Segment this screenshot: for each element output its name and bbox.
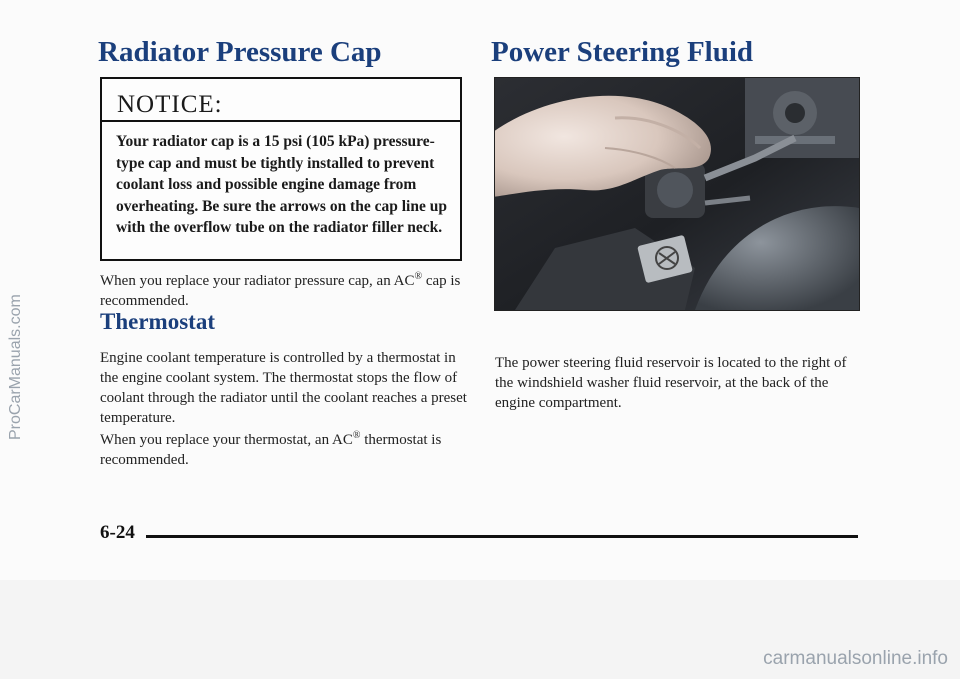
radiator-pressure-cap-heading: Radiator Pressure Cap xyxy=(98,36,382,68)
notice-body: Your radiator cap is a 15 psi (105 kPa) pressure-type cap and must be tightly installed to prevent coolant loss and possible engine damage from overheating. Be sure the arrows on the cap line up with the overflow tube on the radiator filler neck. xyxy=(116,133,447,236)
thermostat-description: Engine coolant temperature is controlled by a thermostat in the engine coolant system. The thermostat stops the flow of coolant through the radiator until the coolant reaches a preset temperature. xyxy=(100,350,467,426)
cap-recommendation-text: When you replace your radiator pressure cap, an AC® cap is recommended. xyxy=(100,271,461,309)
manual-page: Radiator Pressure Cap NOTICE: Your radiator cap is a 15 psi (105 kPa) pressure-type cap and must be tightly installed to prevent coolant loss and possible engine damage from overheating. Be sure the arrows on the cap line up with the overflow tube on the radiator filler neck. When you replace your radiator pressure cap, an AC® cap is recommended. Thermostat Engine coolant temperature is controlled by a thermostat in the engine coolant system. The thermostat stops the flow of coolant through the radiator until the coolant reaches a preset temperature. When you replace your thermostat, an AC® thermostat is recommended. Power Steering Fluid The power steering fluid reservoir is located to the right of the windshield washer fluid reservoir, at the back of the engine compartment. 6-24 ProCarManuals.com xyxy=(0,0,960,580)
thermostat-heading: Thermostat xyxy=(100,309,215,334)
notice-box xyxy=(100,77,462,261)
notice-title: NOTICE: xyxy=(117,91,223,118)
power-steering-fluid-heading: Power Steering Fluid xyxy=(491,36,754,68)
bottom-watermark: carmanualsonline.info xyxy=(763,648,948,669)
engine-compartment-illustration xyxy=(495,78,859,310)
engine-compartment-photo xyxy=(494,77,860,311)
thermostat-recommendation-text: When you replace your thermostat, an AC® thermostat is recommended. xyxy=(100,430,442,468)
page-number: 6-24 xyxy=(100,522,135,543)
registered-mark: ® xyxy=(414,271,423,282)
footer-divider xyxy=(146,535,858,538)
registered-mark: ® xyxy=(352,430,361,441)
notice-divider xyxy=(102,120,460,122)
power-steering-caption: The power steering fluid reservoir is located to the right of the windshield washer fluid reservoir, at the back of the engine compartment. xyxy=(495,355,847,411)
